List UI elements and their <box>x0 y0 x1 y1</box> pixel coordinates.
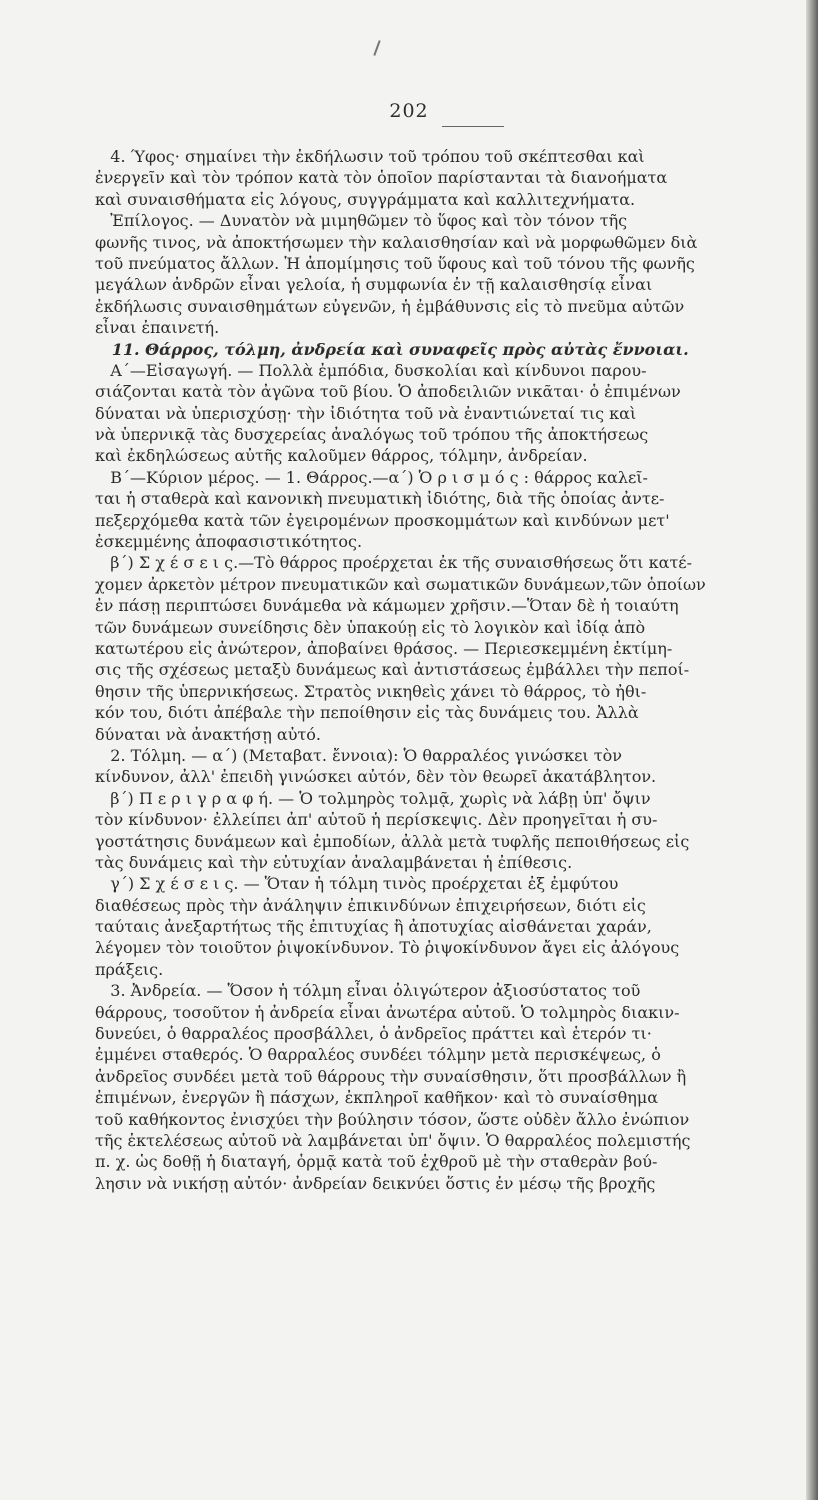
text-line: ἐν πάσῃ περιπτώσει δυνάμεθα νὰ κάμωμεν χρῆσιν.—Ὅταν δὲ ἡ τοιαύτη <box>95 596 679 616</box>
text-line: 4. Ύφος· σημαίνει τὴν ἐκδήλωσιν τοῦ τρόπου τοῦ σκέπτεσθαι καὶ <box>95 147 645 166</box>
text-line: διαθέσεως πρὸς τὴν ἀνάληψιν ἐπικινδύνων ἐπιχειρήσεων, διότι εἰς <box>95 895 646 915</box>
text-line: Α΄—Εἰσαγωγή. — Πολλὰ ἐμπόδια, δυσκολίαι καὶ κίνδυνοι παρου- <box>95 360 647 380</box>
text-line: σιάζονται κατὰ τὸν ἀγῶνα τοῦ βίου. Ὁ ἀποδειλιῶν νικᾶται· ὁ ἐπιμένων <box>95 382 681 402</box>
text-line: τοῦ καθήκοντος ἐνισχύει τὴν βούλησιν τόσον, ὥστε οὐδὲν ἄλλο ἐνώπιον <box>95 1109 690 1129</box>
text-line: σις τῆς σχέσεως μεταξὺ δυνάμεως καὶ ἀντιστάσεως ἐμβάλλει τὴν πεποί- <box>95 660 690 680</box>
text-line: γ΄) Σ χ έ σ ε ι ς. — Ὅταν ἡ τόλμη τινὸς προέρχεται ἐξ ἐμφύτου <box>95 874 619 894</box>
text-line: δύναται νὰ ὑπερισχύσῃ· τὴν ἰδιότητα τοῦ νὰ ἐναντιώνεταί τις καὶ <box>95 403 637 423</box>
text-line: κόν του, διότι ἀπέβαλε τὴν πεποίθησιν εἰς τὰς δυνάμεις του. Ἀλλὰ <box>95 703 639 723</box>
text-line: καὶ ἐκδηλώσεως αὐτῆς καλοῦμεν θάρρος, τόλμην, ἀνδρείαν. <box>95 446 588 466</box>
text-line: π. χ. ὡς δοθῇ ἡ διαταγή, ὁρμᾷ κατὰ τοῦ ἐχθροῦ μὲ τὴν σταθερὰν βού- <box>95 1152 658 1172</box>
page-number: 202 <box>389 100 429 122</box>
page-body <box>95 146 807 1194</box>
text-line: νὰ ὑπερνικᾷ τὰς δυσχερείας ἀναλόγως τοῦ τρόπου τῆς ἀποκτήσεως <box>95 425 649 445</box>
text-line: Β΄—Κύριον μέρος. — 1. Θάρρος.—α΄) Ὁ ρ ι σ μ ό ς : θάρρος καλεῖ- <box>95 467 648 487</box>
text-line: δύναται νὰ ἀνακτήσῃ αὐτό. <box>95 724 321 744</box>
text-line: καὶ συναισθήματα εἰς λόγους, συγγράμματα καὶ καλλιτεχνήματα. <box>95 189 636 209</box>
text-line: τῶν δυνάμεων συνείδησις δὲν ὑπακούῃ εἰς τὸ λογικὸν καὶ ἰδίᾳ ἀπὸ <box>95 617 646 637</box>
text-line: ἐπιμένων, ἐνεργῶν ἢ πάσχων, ἐκπληροῖ καθῆκον· καὶ τὸ συναίσθημα <box>95 1088 659 1108</box>
text-line: ἐσκεμμένης ἀποφασιστικότητος. <box>95 532 363 552</box>
text-line: β΄) Π ε ρ ι γ ρ α φ ή. — Ὁ τολμηρὸς τολμᾷ, χωρὶς νὰ λάβῃ ὑπ' ὄψιν <box>95 788 651 808</box>
text-line: κίνδυνον, ἀλλ' ἐπειδὴ γινώσκει αὐτόν, δὲν τὸν θεωρεῖ ἀκατάβλητον. <box>95 767 657 787</box>
text-line: λέγομεν τὸν τοιοῦτον ῥιψοκίνδυνον. Τὸ ῥιψοκίνδυνον ἄγει εἰς ἀλόγους <box>95 938 680 958</box>
text-line: πεξερχόμεθα κατὰ τῶν ἐγειρομένων προσκομμάτων καὶ κινδύνων μετ' <box>95 510 670 530</box>
text-line: κατωτέρου εἰς ἀνώτερον, ἀποβαίνει θράσος. — Περιεσκεμμένη ἐκτίμη- <box>95 638 673 658</box>
text-line: τὰς δυνάμεις καὶ τὴν εὐτυχίαν ἀναλαμβάνεται ἡ ἐπίθεσις. <box>95 852 573 872</box>
text-line: 2. Τόλμη. — α΄) (Μεταβατ. ἔννοια): Ὁ θαρραλέος γινώσκει τὸν <box>95 745 622 765</box>
text-line: τοῦ πνεύματος ἄλλων. Ἡ ἀπομίμησις τοῦ ὕφους καὶ τοῦ τόνου τῆς φωνῆς <box>95 253 695 273</box>
text-line: β΄) Σ χ έ σ ε ι ς.—Τὸ θάρρος προέρχεται ἐκ τῆς συναισθήσεως ὅτι κατέ- <box>95 553 692 573</box>
text-line: 3. Ἀνδρεία. — Ὅσον ἡ τόλμη εἶναι ὀλιγώτερον ἀξιοσύστατος τοῦ <box>95 981 641 1001</box>
text-line: πράξεις. <box>95 959 164 979</box>
text-line: χομεν ἀρκετὸν μέτρον πνευματικῶν καὶ σωματικῶν δυνάμεων,τῶν ὁποίων <box>95 574 706 594</box>
text-line: εἶναι ἐπαινετή. <box>95 318 220 338</box>
text-line: θησιν τῆς ὑπερνικήσεως. Στρατὸς νικηθεὶς χάνει τὸ θάρρος, τὸ ἠθι- <box>95 681 647 701</box>
text-line: ἐκδήλωσις συναισθημάτων εὐγενῶν, ἡ ἐμβάθυνσις εἰς τὸ πνεῦμα αὐτῶν <box>95 296 685 316</box>
text-line: τῆς ἐκτελέσεως αὐτοῦ νὰ λαμβάνεται ὑπ' ὄψιν. Ὁ θαρραλέος πολεμιστής <box>95 1130 691 1150</box>
text-line: ἀνδρεῖος συνδέει μετὰ τοῦ θάρρους τὴν συναίσθησιν, ὅτι προσβάλλων ἢ <box>95 1066 687 1086</box>
page-number-underline <box>442 126 504 127</box>
section-heading: 11. Θάρρος, τόλμη, ἀνδρεία καὶ συναφεῖς πρὸς αὐτὰς ἔννοιαι. <box>95 339 689 359</box>
ink-mark <box>373 40 380 56</box>
text-line: ἐμμένει σταθερός. Ὁ θαρραλέος συνδέει τόλμην μετὰ περισκέψεως, ὁ <box>95 1045 661 1065</box>
text-line: γοστάτησις δυνάμεων καὶ ἐμποδίων, ἀλλὰ μετὰ τυφλῆς πεποιθήσεως εἰς <box>95 831 690 851</box>
text-line: θάρρους, τοσοῦτον ἡ ἀνδρεία εἶναι ἀνωτέρα αὐτοῦ. Ὁ τολμηρὸς διακιν- <box>95 1002 680 1022</box>
text-line: ἐνεργεῖν καὶ τὸν τρόπον κατὰ τὸν ὁποῖον παρίστανται τὰ διανοήματα <box>95 168 668 188</box>
text-line: φωνῆς τινος, νὰ ἀποκτήσωμεν τὴν καλαισθησίαν καὶ νὰ μορφωθῶμεν διὰ <box>95 232 698 252</box>
book-binding-edge <box>806 0 818 1500</box>
text-line: ται ἡ σταθερὰ καὶ κανονικὴ πνευματικὴ ἰδιότης, διὰ τῆς ὁποίας ἀντε- <box>95 489 665 509</box>
text-line: ταύταις ἀνεξαρτήτως τῆς ἐπιτυχίας ἢ ἀποτυχίας αἰσθάνεται χαράν, <box>95 917 652 937</box>
text-line: μεγάλων ἀνδρῶν εἶναι γελοία, ἡ συμφωνία ἐν τῇ καλαισθησίᾳ εἶναι <box>95 275 653 295</box>
text-line: Ἐπίλογος. — Δυνατὸν νὰ μιμηθῶμεν τὸ ὕφος καὶ τὸν τόνον τῆς <box>95 211 628 231</box>
text-line: δυνεύει, ὁ θαρραλέος προσβάλλει, ὁ ἀνδρεῖος πράττει καὶ ἑτερόν τι· <box>95 1024 652 1044</box>
text-line: τὸν κίνδυνον· ἐλλείπει ἀπ' αὐτοῦ ἡ περίσκεψις. Δὲν προηγεῖται ἡ συ- <box>95 810 658 830</box>
text-line: λησιν νὰ νικήσῃ αὐτόν· ἀνδρείαν δεικνύει ὅστις ἐν μέσῳ τῆς βροχῆς <box>95 1173 656 1193</box>
